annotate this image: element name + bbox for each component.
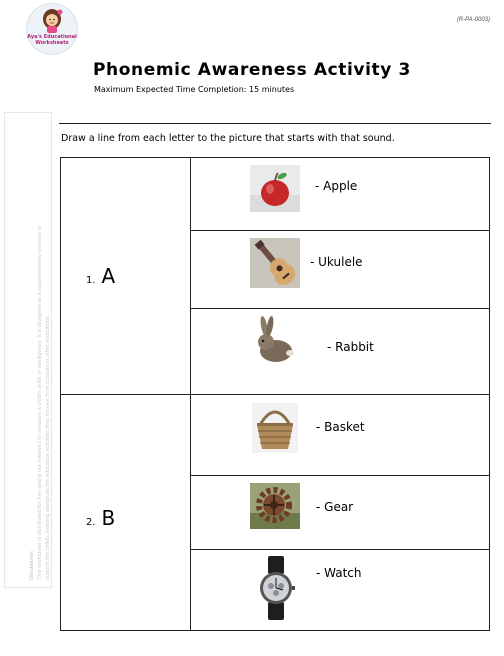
group-number: 2. [86,517,96,528]
letter-a-label [86,264,115,288]
disclaimer-heading: Disclaimer: [29,549,35,580]
ukulele-icon [250,238,300,288]
letter-a: A [101,264,116,288]
rabbit-icon [252,315,298,365]
word-rabbit: - Rabbit [327,340,374,354]
word-ukulele: - Ukulele [310,255,363,269]
row-divider [190,475,489,476]
disclaimer [28,110,52,580]
logo-text-line2: Worksheets [35,40,69,46]
word-basket: - Basket [316,420,365,434]
row-divider [190,308,489,309]
logo [26,3,78,55]
time-subtitle: Maximum Expected Time Completion: 15 minutes [94,85,295,94]
word-apple: - Apple [315,179,358,193]
watch-icon [256,556,296,620]
page-title: Phonemic Awareness Activity 3 [93,60,411,80]
logo-text-line1: Aya's Educational [27,34,77,40]
basket-icon [252,403,298,453]
word-watch: - Watch [316,566,362,580]
header-divider [59,123,491,124]
disclaimer-line1: This worksheet is distributed for free and is not intended to measure a child's skills or intelligence. It is designed as a supplementary exercise to [37,225,43,580]
letter-b-label [86,506,115,530]
row-divider [190,549,489,550]
row-divider [190,230,489,231]
group-number: 1. [86,275,96,286]
disclaimer-line2: support the child's learning alongside the education activities they receive from schools or other institutions. [45,314,51,580]
instruction-text: Draw a line from each letter to the picture that starts with that sound. [61,133,395,144]
matching-table [60,157,490,631]
girl-icon [36,5,68,35]
apple-icon [250,165,300,212]
word-gear: - Gear [316,500,354,514]
letter-b: B [101,506,116,530]
worksheet-code: (R-PA-0003) [456,17,490,23]
gear-icon [250,483,300,529]
group-divider [61,394,489,395]
